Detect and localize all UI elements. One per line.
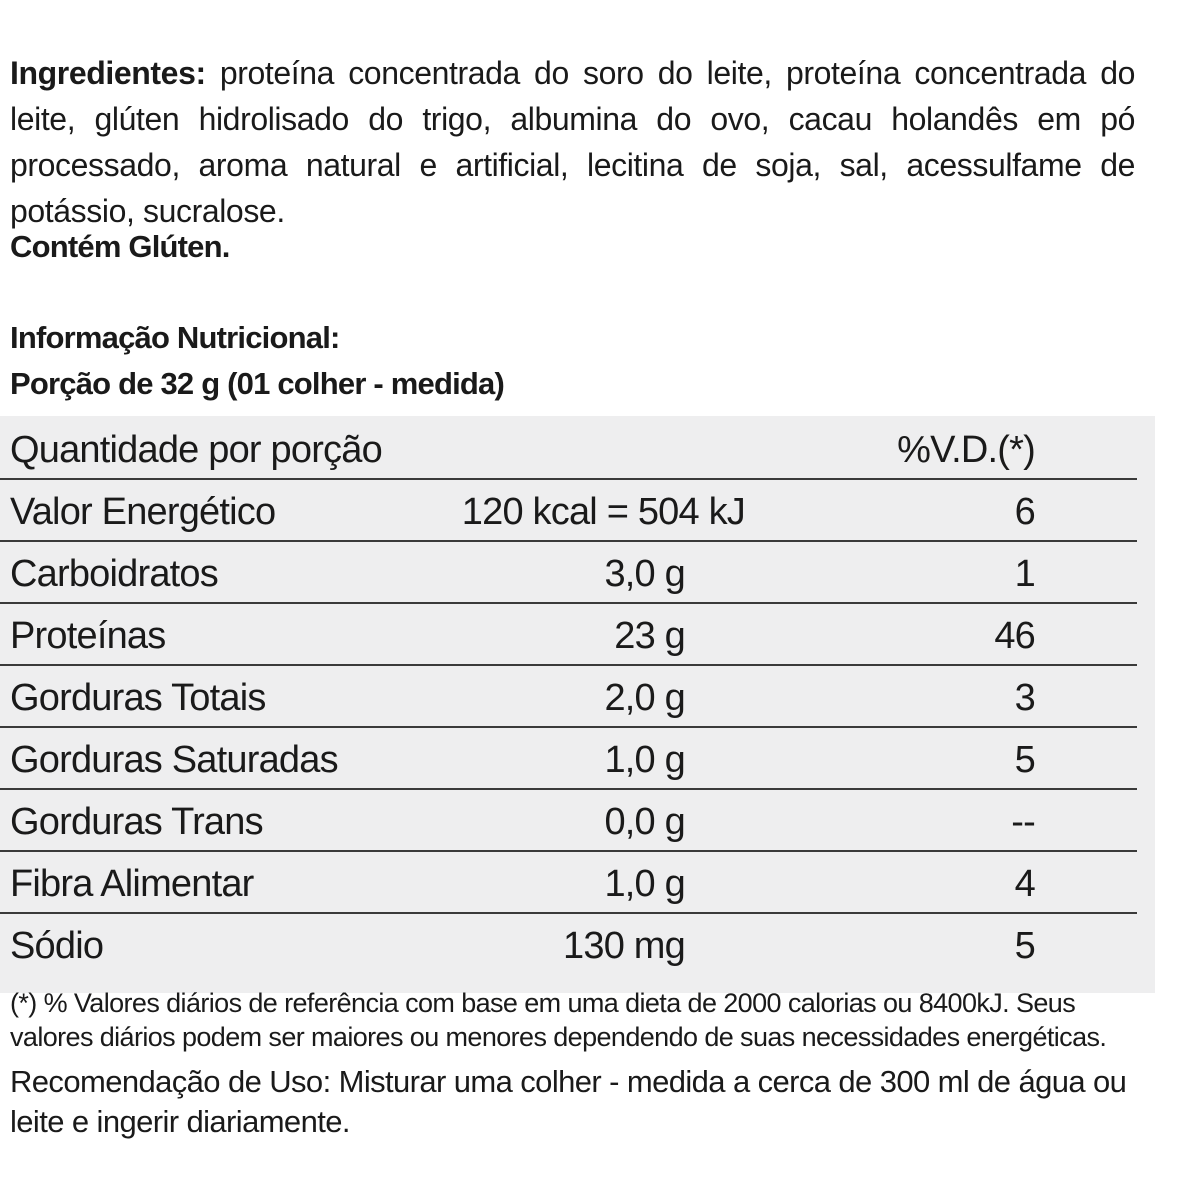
nutrient-vd: 1 bbox=[1014, 553, 1035, 595]
nutrition-title: Informação Nutricional: bbox=[10, 320, 340, 355]
daily-values-footnote: (*) % Valores diários de referência com base em uma dieta de 2000 calorias ou 8400kJ. Seus valores diários podem ser maiores ou menores dependendo de suas necessidades energéticas. bbox=[10, 988, 1107, 1052]
table-row bbox=[0, 912, 1137, 974]
table-row bbox=[0, 602, 1137, 666]
nutrition-table bbox=[0, 416, 1155, 993]
table-row bbox=[0, 850, 1137, 914]
table-row bbox=[0, 726, 1137, 790]
table-header-row bbox=[0, 416, 1137, 480]
nutrient-quantity: 120 kcal = 504 kJ bbox=[461, 491, 745, 533]
ingredients-text: proteína concentrada do soro do leite, proteína concentrada do leite, glúten hidrolisado do trigo, albumina do ovo, cacau holandês em pó processado, aroma natural e artificial, lecitina de soja, sal, acessulfame de potássio, sucralose. bbox=[10, 55, 1135, 229]
nutrient-name: Carboidratos bbox=[10, 553, 218, 595]
nutrient-name: Valor Energético bbox=[10, 491, 276, 533]
usage-recommendation: Recomendação de Uso: Misturar uma colher - medida a cerca de 300 ml de água ou leite e ingerir diariamente. bbox=[10, 1064, 1127, 1139]
nutrient-quantity: 130 mg bbox=[563, 925, 685, 967]
nutrient-name: Gorduras Trans bbox=[10, 801, 263, 843]
nutrient-quantity: 3,0 g bbox=[604, 553, 685, 595]
nutrient-vd: 4 bbox=[1014, 863, 1035, 905]
portion-size: Porção de 32 g (01 colher - medida) bbox=[10, 366, 504, 401]
nutrient-quantity: 0,0 g bbox=[604, 801, 685, 843]
nutrient-name: Sódio bbox=[10, 925, 104, 967]
nutrient-name: Gorduras Totais bbox=[10, 677, 266, 719]
nutrient-name: Fibra Alimentar bbox=[10, 863, 254, 905]
ingredients-paragraph bbox=[10, 50, 1135, 234]
nutrient-vd: 6 bbox=[1014, 491, 1035, 533]
ingredients-label: Ingredientes: bbox=[10, 55, 206, 91]
nutrient-vd: 5 bbox=[1014, 739, 1035, 781]
table-row bbox=[0, 788, 1137, 852]
table-row bbox=[0, 664, 1137, 728]
table-row bbox=[0, 478, 1137, 542]
table-row bbox=[0, 540, 1137, 604]
nutrient-name: Proteínas bbox=[10, 615, 166, 657]
header-quantity-label: Quantidade por porção bbox=[10, 429, 382, 471]
nutrient-vd: -- bbox=[1011, 801, 1035, 843]
nutrient-quantity: 1,0 g bbox=[604, 739, 685, 781]
nutrient-vd: 5 bbox=[1014, 925, 1035, 967]
nutrient-quantity: 23 g bbox=[614, 615, 685, 657]
nutrient-name: Gorduras Saturadas bbox=[10, 739, 338, 781]
nutrient-quantity: 2,0 g bbox=[604, 677, 685, 719]
nutrient-quantity: 1,0 g bbox=[604, 863, 685, 905]
nutrient-vd: 46 bbox=[994, 615, 1035, 657]
nutrient-vd: 3 bbox=[1014, 677, 1035, 719]
header-vd-label: %V.D.(*) bbox=[897, 429, 1035, 471]
allergen-warning: Contém Glúten. bbox=[10, 229, 230, 264]
